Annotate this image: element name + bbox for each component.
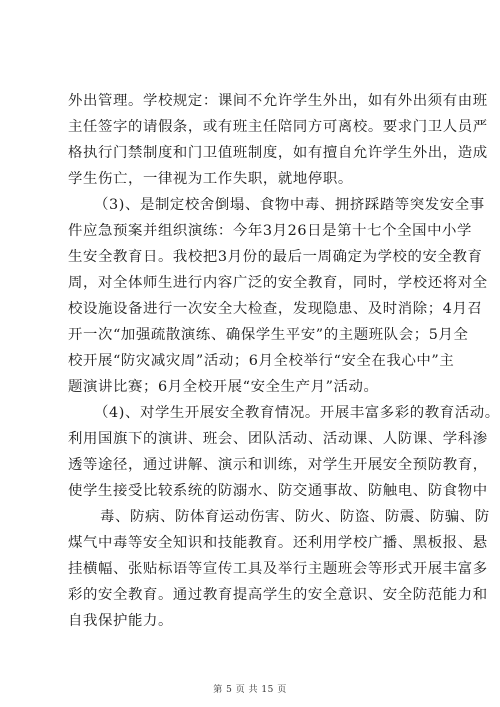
- paragraph-line: （4)、对学生开展安全教育情况。开展丰富多彩的教育活动。: [94, 405, 500, 421]
- paragraph-line: 透等途径，通过讲解、演示和训练，对学生开展安全预防教育，: [68, 457, 488, 473]
- page-number-footer: 第 5 页 共 15 页: [213, 685, 287, 695]
- paragraph-line: 利用国旗下的演讲、班会、团队活动、活动课、人防课、学科渗: [68, 431, 488, 447]
- paragraph-line: 自我保护能力。: [68, 613, 173, 629]
- paragraph-line: 件应急预案并组织演练：今年3月26日是第十七个全国中小学: [68, 223, 473, 239]
- paragraph-line: 外出管理。学校规定：课间不允许学生外出，如有外出须有由班: [68, 93, 488, 109]
- paragraph-line: 主任签字的请假条，或有班主任陪同方可离校。要求门卫人员严: [68, 119, 488, 135]
- paragraph-line: 使学生接受比较系统的防溺水、防交通事故、防触电、防食物中: [68, 483, 488, 499]
- paragraph-line: 开一次“加强疏散演练、确保学生平安”的主题班队会；5月全: [68, 327, 469, 343]
- paragraph-line: 煤气中毒等安全知识和技能教育。还利用学校广播、黑板报、悬: [68, 535, 488, 551]
- paragraph-line: （3)、是制定校舍倒塌、食物中毒、拥挤踩踏等突发安全事: [94, 197, 485, 213]
- paragraph-line: 格执行门禁制度和门卫值班制度，如有擅自允许学生外出，造成: [68, 145, 488, 161]
- paragraph-line: 校设施设备进行一次安全大检查，发现隐患、及时消除；4月召: [68, 301, 483, 317]
- paragraph-line: 学生伤亡，一律视为工作失职，就地停职。: [68, 171, 353, 187]
- paragraph-line: 彩的安全教育。通过教育提高学生的安全意识、安全防范能力和: [68, 587, 488, 603]
- paragraph-line: 周，对全体师生进行内容广泛的安全教育，同时，学校还将对全: [68, 275, 488, 291]
- paragraph-line: 题演讲比赛；6月全校开展“安全生产月”活动。: [68, 379, 379, 395]
- paragraph-line: 校开展“防灾减灾周”活动；6月全校举行“安全在我心中”主: [68, 353, 455, 369]
- paragraph-line: 毒、防病、防体育运动伤害、防火、防盗、防震、防骗、防: [100, 509, 490, 525]
- paragraph-line: 生安全教育日。我校把3月份的最后一周确定为学校的安全教育: [68, 249, 483, 265]
- paragraph-line: 挂横幅、张贴标语等宣传工具及举行主题班会等形式开展丰富多: [68, 561, 488, 577]
